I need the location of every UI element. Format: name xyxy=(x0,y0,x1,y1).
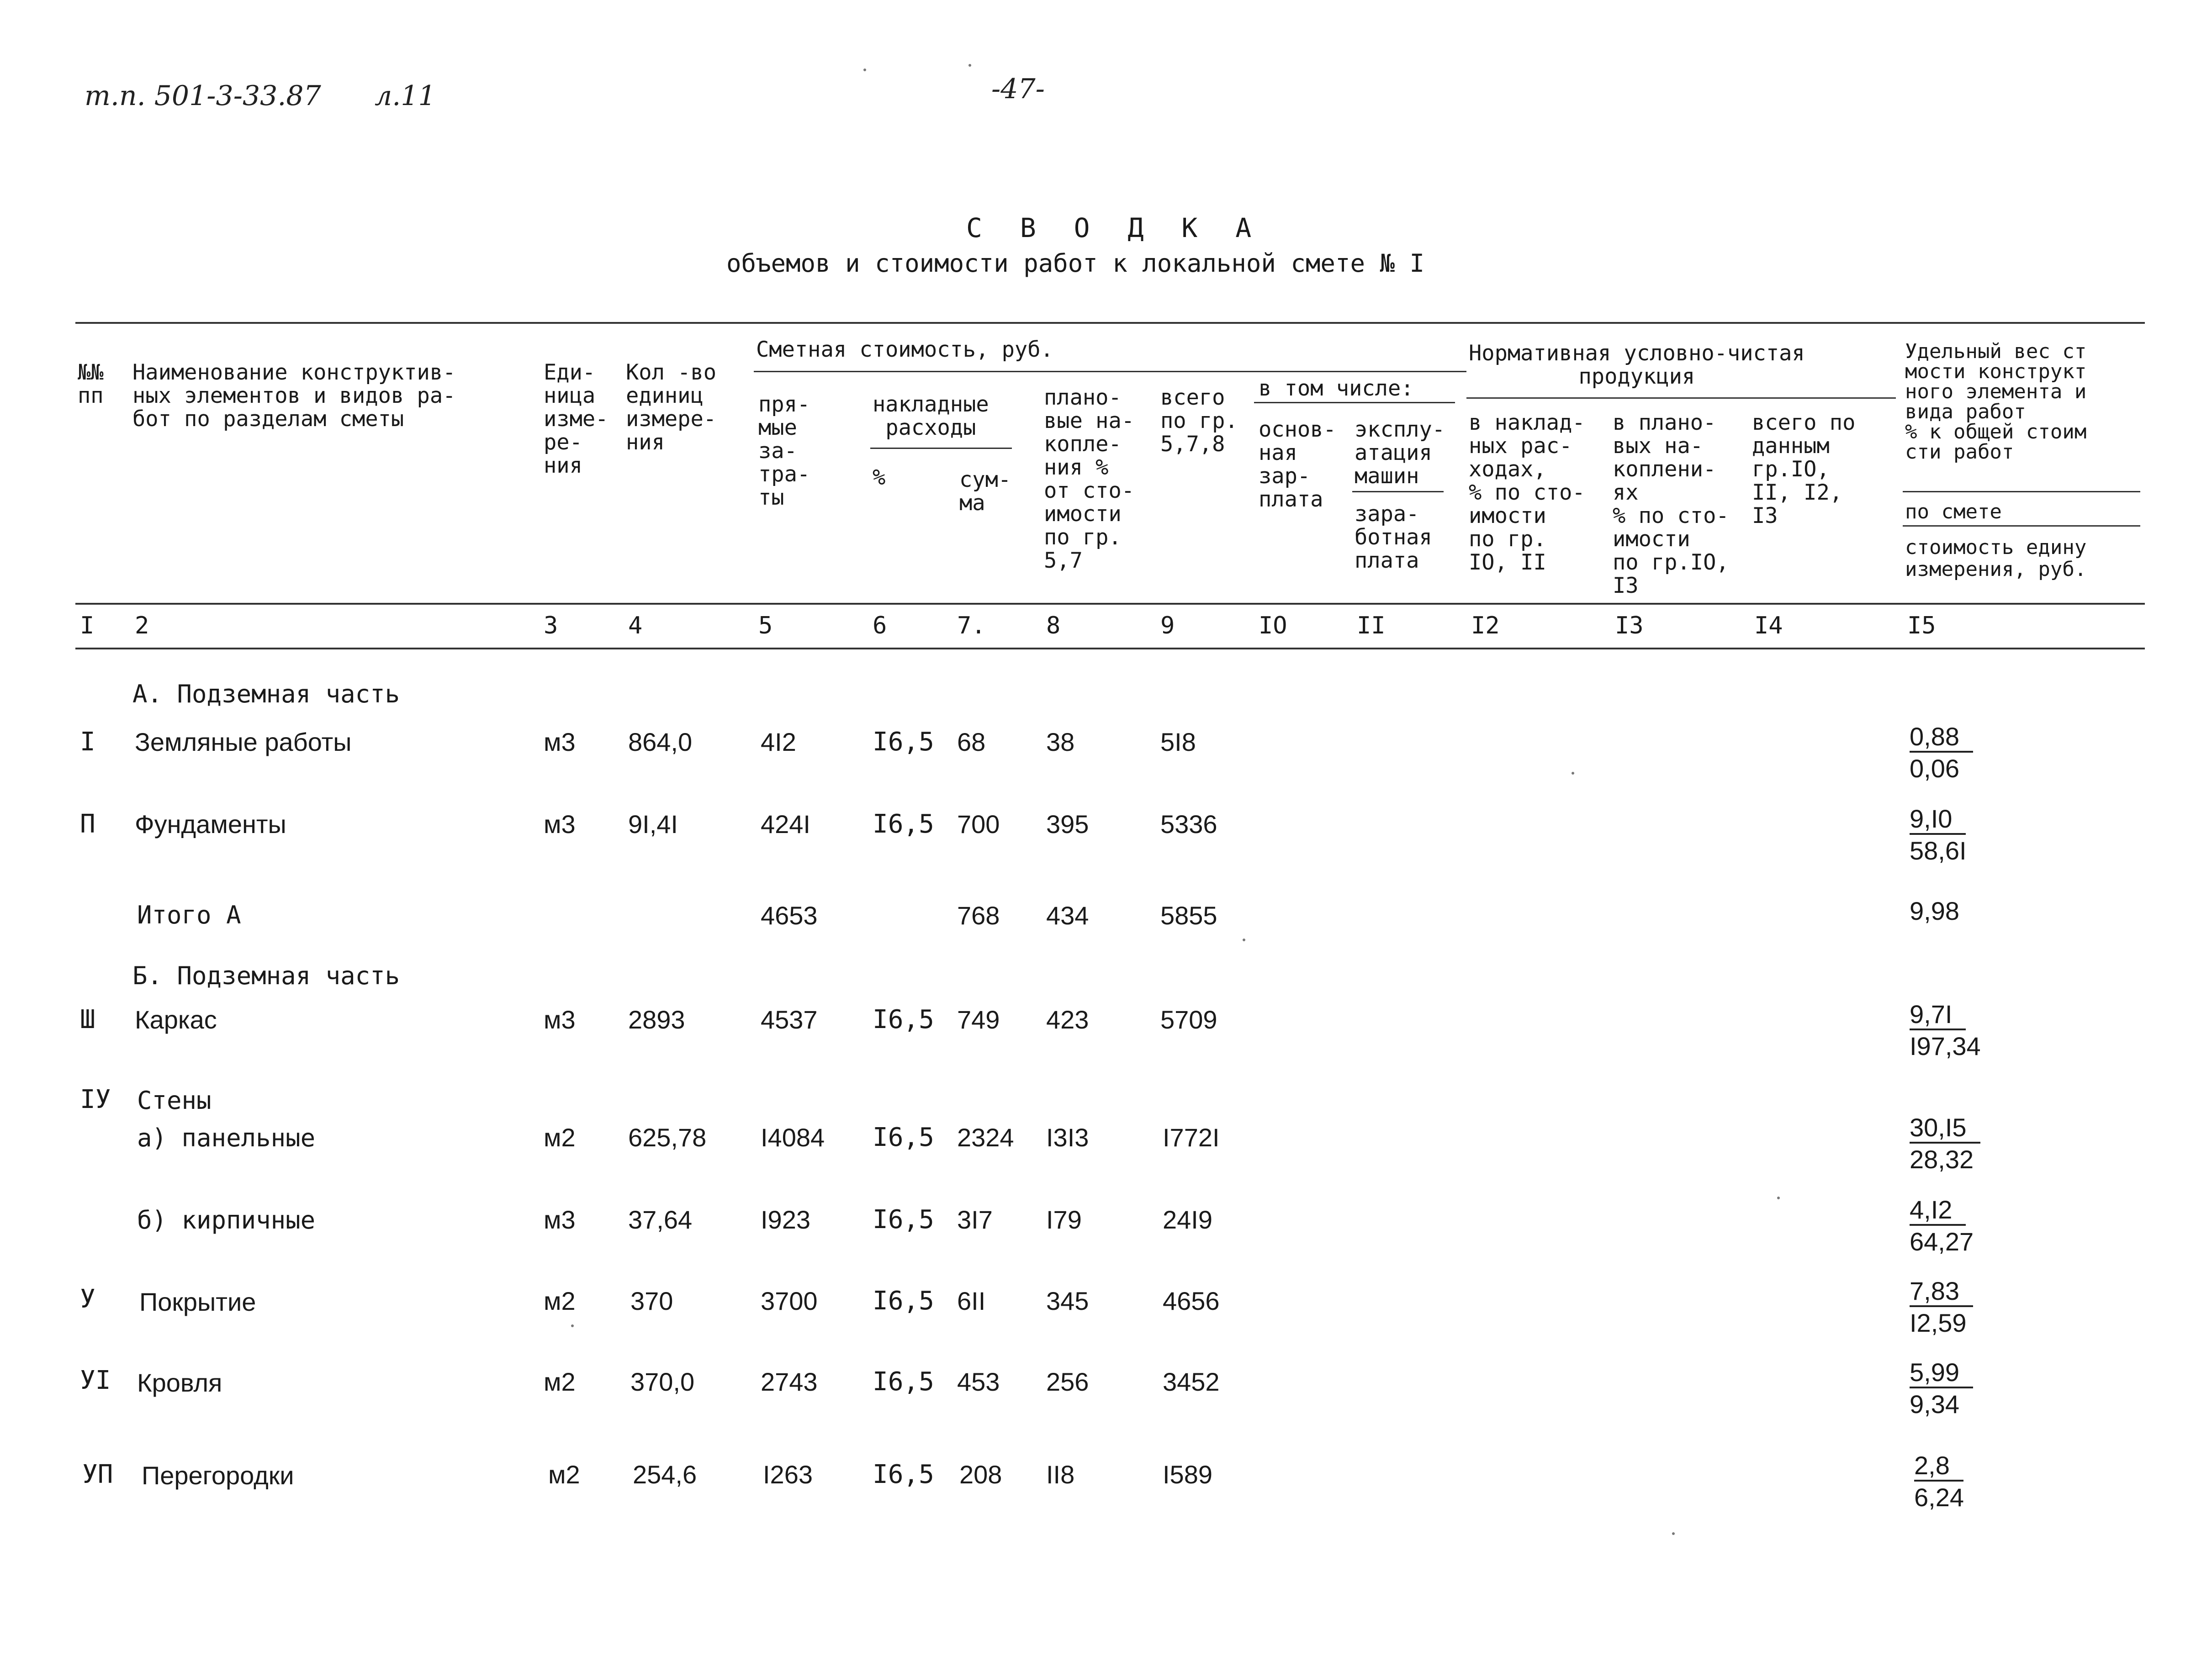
share-rule-2 xyxy=(1903,525,2140,527)
col-header-number: №№ пп xyxy=(78,360,104,408)
row-direct-costs: 4537 xyxy=(761,1005,818,1034)
row-planned-savings: II8 xyxy=(1046,1460,1075,1489)
page-number: -47- xyxy=(991,73,1045,105)
row-name: Кровля xyxy=(137,1368,222,1397)
row-unit: м2 xyxy=(548,1460,580,1489)
scan-speck xyxy=(863,69,866,71)
row-unit-cost: I2,59 xyxy=(1910,1308,1967,1337)
row-overhead-percent: I6,5 xyxy=(873,1460,934,1489)
norm-group-rule xyxy=(1466,397,1896,399)
row-number: IУ xyxy=(80,1085,111,1114)
share-rule-1 xyxy=(1903,491,2140,492)
col-number: I3 xyxy=(1615,612,1644,639)
col-header-norm-savings: в плано- вых на- коплени- ях % по сто- имости по гр.IO, I3 xyxy=(1613,410,1729,598)
row-unit: м3 xyxy=(544,1005,576,1034)
subtotal-share: 9,98 xyxy=(1910,897,1959,925)
row-total: I589 xyxy=(1163,1460,1212,1489)
col-number: 4 xyxy=(628,612,643,639)
row-planned-savings: 395 xyxy=(1046,810,1089,839)
col-header-total: всего по гр. 5,7,8 xyxy=(1160,385,1238,457)
row-overhead-percent: I6,5 xyxy=(873,1205,934,1234)
row-unit: м2 xyxy=(544,1123,576,1152)
col-header-direct-costs: пря- мые за- тра- ты xyxy=(758,392,810,510)
row-share-fraction xyxy=(1910,722,1973,785)
row-direct-costs: 3700 xyxy=(761,1287,818,1315)
row-direct-costs: I263 xyxy=(763,1460,813,1489)
row-share: 5,99 xyxy=(1910,1358,1973,1388)
row-unit-cost: 28,32 xyxy=(1910,1145,1974,1174)
row-total: 5I8 xyxy=(1160,728,1196,756)
row-overhead-sum: 6II xyxy=(957,1287,986,1315)
row-name: Перегородки xyxy=(142,1461,294,1490)
row-share: 9,I0 xyxy=(1910,805,1966,835)
row-overhead-percent: I6,5 xyxy=(873,1286,934,1316)
row-overhead-sum: 749 xyxy=(957,1005,1000,1034)
col-group-normative-product: Нормативная условно-чистая продукция xyxy=(1469,341,1805,389)
row-total: I772I xyxy=(1163,1123,1220,1152)
row-number: I xyxy=(80,727,95,757)
row-unit-cost: 64,27 xyxy=(1910,1227,1974,1256)
col-number: I4 xyxy=(1754,612,1783,639)
col-number: I5 xyxy=(1907,612,1936,639)
scan-speck xyxy=(1572,772,1574,775)
row-share-fraction xyxy=(1910,1195,1974,1258)
col-number: 5 xyxy=(758,612,773,639)
row-direct-costs: I923 xyxy=(761,1205,810,1234)
row-name: Каркас xyxy=(135,1005,217,1034)
overhead-group-rule xyxy=(870,448,1012,449)
col-header-norm-overhead: в наклад- ных рас- ходах, % по сто- имости по гр. IO, II xyxy=(1469,410,1585,575)
subtotal-total: 5855 xyxy=(1160,901,1217,930)
row-quantity: 254,6 xyxy=(633,1460,697,1489)
scan-speck xyxy=(571,1324,574,1327)
row-quantity: 9I,4I xyxy=(628,810,678,839)
row-share-fraction xyxy=(1910,1276,1973,1339)
col-header-overhead-sum: сум- ма xyxy=(959,467,1011,516)
col-header-planned-savings: плано- вые на- копле- ния % от сто- имости по гр. 5,7 xyxy=(1044,385,1135,573)
document-subtitle: объемов и стоимости работ к локальной смете № I xyxy=(726,249,1425,278)
row-overhead-percent: I6,5 xyxy=(873,727,934,757)
section-heading: Б. Подземная часть xyxy=(132,961,400,990)
row-direct-costs: 2743 xyxy=(761,1367,818,1396)
row-unit: м2 xyxy=(544,1367,576,1396)
row-overhead-sum: 453 xyxy=(957,1367,1000,1396)
row-direct-costs: 424I xyxy=(761,810,810,839)
incl-group-rule xyxy=(1254,402,1455,403)
row-overhead-sum: 2324 xyxy=(957,1123,1014,1152)
row-unit: м3 xyxy=(544,1205,576,1234)
row-number: УП xyxy=(82,1460,113,1489)
row-name: б) кирпичные xyxy=(137,1206,316,1234)
row-planned-savings: 256 xyxy=(1046,1367,1089,1396)
col-number: IO xyxy=(1259,612,1287,639)
col-header-unit-cost: стоимость едину измерения, руб. xyxy=(1905,536,2087,581)
row-unit: м3 xyxy=(544,810,576,839)
sheet-number: л.11 xyxy=(375,80,436,112)
row-total: 24I9 xyxy=(1163,1205,1212,1234)
row-total: 5336 xyxy=(1160,810,1217,839)
header-bottom-rule xyxy=(75,603,2145,605)
row-unit-cost: 58,6I xyxy=(1910,836,1967,865)
row-overhead-percent: I6,5 xyxy=(873,1367,934,1397)
row-name: Фундаменты xyxy=(135,810,286,839)
col-number: 7. xyxy=(957,612,986,639)
row-overhead-percent: I6,5 xyxy=(873,1005,934,1034)
row-unit-cost: 0,06 xyxy=(1910,754,1959,783)
col-header-quantity: Кол -во единиц измере- ния xyxy=(626,360,717,455)
row-planned-savings: I3I3 xyxy=(1046,1123,1089,1152)
row-share: 7,83 xyxy=(1910,1277,1973,1307)
row-direct-costs: I4084 xyxy=(761,1123,825,1152)
row-share-fraction xyxy=(1914,1450,1964,1514)
subtotal-direct-costs: 4653 xyxy=(761,901,818,930)
subtotal-label: Итого А xyxy=(137,901,241,929)
col-number: I xyxy=(80,612,95,639)
scan-speck xyxy=(1777,1197,1780,1199)
col-group-including: в том числе: xyxy=(1259,376,1414,401)
section-heading: А. Подземная часть xyxy=(132,680,400,708)
col-header-overhead-percent: % xyxy=(873,465,886,490)
col-header-machine-wages: зара- ботная плата xyxy=(1355,501,1432,573)
row-share: 9,7I xyxy=(1910,1000,1966,1030)
col-number: 2 xyxy=(135,612,149,639)
row-number: У xyxy=(80,1284,95,1314)
row-share: 30,I5 xyxy=(1910,1113,1980,1144)
col-header-base-salary: основ- ная зар- плата xyxy=(1259,417,1336,512)
row-overhead-sum: 68 xyxy=(957,728,986,756)
row-share-fraction xyxy=(1910,999,1981,1062)
col-header-share-by-estimate: по смете xyxy=(1905,500,2002,523)
row-unit-cost: 6,24 xyxy=(1914,1483,1964,1512)
subtotal-planned-savings: 434 xyxy=(1046,901,1089,930)
col-group-overhead: накладные расходы xyxy=(873,392,989,440)
row-total: 5709 xyxy=(1160,1005,1217,1034)
row-number: П xyxy=(80,809,95,839)
subtotal-overhead-sum: 768 xyxy=(957,901,1000,930)
row-planned-savings: 345 xyxy=(1046,1287,1089,1315)
row-quantity: 37,64 xyxy=(628,1205,693,1234)
row-quantity: 370 xyxy=(630,1287,673,1315)
machines-rule xyxy=(1352,491,1444,492)
row-name: Земляные работы xyxy=(135,728,352,756)
row-total: 3452 xyxy=(1163,1367,1220,1396)
col-number: 6 xyxy=(873,612,887,639)
col-number: 9 xyxy=(1160,612,1175,639)
row-name: Покрытие xyxy=(139,1287,256,1316)
row-number: Ш xyxy=(80,1005,95,1034)
row-quantity: 864,0 xyxy=(628,728,693,756)
row-overhead-sum: 700 xyxy=(957,810,1000,839)
row-share: 4,I2 xyxy=(1910,1196,1966,1226)
col-header-machine-operation: эксплу- атация машин xyxy=(1355,417,1445,489)
row-share: 2,8 xyxy=(1914,1451,1963,1482)
row-unit-cost: I97,34 xyxy=(1910,1032,1981,1060)
row-unit-cost: 9,34 xyxy=(1910,1390,1959,1419)
scan-speck xyxy=(968,64,971,67)
row-unit: м2 xyxy=(544,1287,576,1315)
row-planned-savings: 423 xyxy=(1046,1005,1089,1034)
col-number: II xyxy=(1357,612,1386,639)
row-name: а) панельные xyxy=(137,1123,316,1152)
table-top-rule xyxy=(75,322,2145,324)
group-heading: Стены xyxy=(137,1086,212,1115)
row-overhead-percent: I6,5 xyxy=(873,1123,934,1152)
row-share-fraction xyxy=(1910,804,1967,867)
col-numbers-bottom-rule xyxy=(75,648,2145,649)
row-share: 0,88 xyxy=(1910,723,1973,753)
col-number: 3 xyxy=(544,612,558,639)
col-header-share: Удельный вес ст мости конструкт ного элемента и вида работ % к общей стоим сти работ xyxy=(1905,340,2087,464)
document-title: С В О Д К А xyxy=(966,212,1263,243)
row-number: УI xyxy=(80,1366,111,1395)
row-overhead-percent: I6,5 xyxy=(873,809,934,839)
row-planned-savings: 38 xyxy=(1046,728,1075,756)
col-header-norm-total: всего по данным гр.IO, II, I2, I3 xyxy=(1752,410,1856,528)
col-header-name: Наименование конструктив- ных элементов и видов ра- бот по разделам сметы xyxy=(132,360,456,432)
row-direct-costs: 4I2 xyxy=(761,728,796,756)
col-number: 8 xyxy=(1046,612,1061,639)
row-share-fraction xyxy=(1910,1357,1973,1420)
col-group-estimated-cost: Сметная стоимость, руб. xyxy=(756,337,1053,362)
row-overhead-sum: 208 xyxy=(959,1460,1002,1489)
row-planned-savings: I79 xyxy=(1046,1205,1082,1234)
row-overhead-sum: 3I7 xyxy=(957,1205,993,1234)
col-number: I2 xyxy=(1471,612,1500,639)
row-share-fraction xyxy=(1910,1113,1980,1176)
row-total: 4656 xyxy=(1163,1287,1220,1315)
document-reference: т.п. 501-3-33.87 xyxy=(85,80,321,112)
row-quantity: 2893 xyxy=(628,1005,685,1034)
scan-speck xyxy=(1672,1532,1675,1535)
col-header-unit: Еди- ница изме- ре- ния xyxy=(544,360,609,478)
row-quantity: 370,0 xyxy=(630,1367,695,1396)
row-unit: м3 xyxy=(544,728,576,756)
row-quantity: 625,78 xyxy=(628,1123,707,1152)
cost-group-rule xyxy=(754,371,1466,372)
scan-speck xyxy=(1243,939,1245,941)
